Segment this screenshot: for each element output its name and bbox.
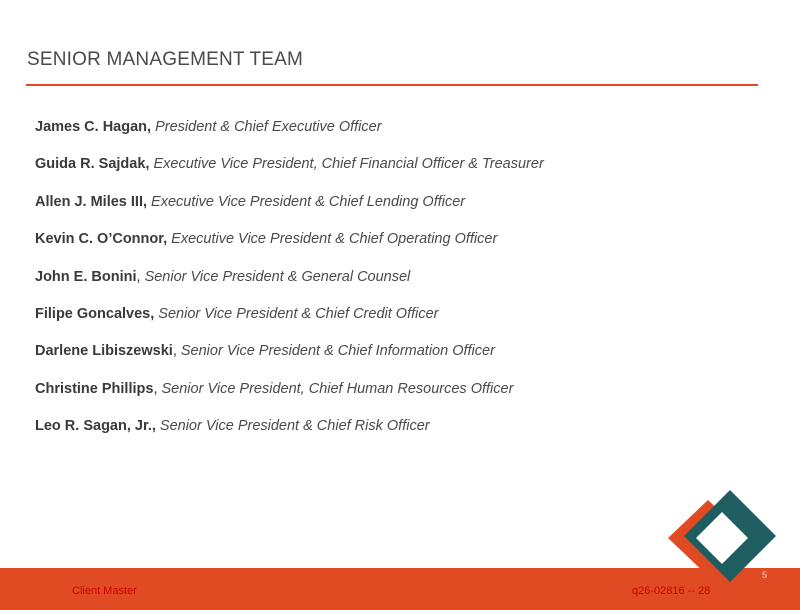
- member-name: Darlene Libiszewski: [35, 343, 173, 360]
- slide-title: SENIOR MANAGEMENT TEAM: [27, 49, 304, 70]
- page-number: 5: [762, 570, 768, 580]
- team-member: [35, 416, 544, 453]
- member-name: James C. Hagan,: [35, 119, 152, 135]
- member-separator: ,: [153, 380, 162, 397]
- team-list: [35, 117, 544, 454]
- team-member: [35, 267, 544, 304]
- member-name: Allen J. Miles III,: [35, 193, 148, 210]
- team-member: [35, 379, 544, 416]
- member-title: Senior Vice President & Chief Information Officer: [180, 343, 495, 360]
- member-title: Senior Vice President & Chief Risk Officer: [159, 418, 430, 435]
- team-member: [35, 304, 544, 341]
- member-title: Senior Vice President, Chief Human Resources Officer: [161, 380, 514, 397]
- team-member: [35, 341, 544, 378]
- footer-right-text: q26-02816 -- 28: [632, 585, 711, 597]
- member-separator: ,: [136, 268, 145, 285]
- member-name: Christine Phillips: [35, 380, 154, 397]
- team-member: [35, 154, 544, 191]
- team-member: [35, 229, 544, 266]
- member-name: Filipe Goncalves,: [35, 305, 155, 322]
- member-title: Senior Vice President & Chief Credit Officer: [158, 305, 439, 322]
- member-title: Senior Vice President & General Counsel: [144, 268, 411, 285]
- member-name: Kevin C. O’Connor,: [35, 231, 168, 248]
- team-member: [35, 117, 544, 154]
- member-title: Executive Vice President & Chief Operating Officer: [171, 231, 498, 248]
- member-name: Leo R. Sagan, Jr.,: [35, 418, 156, 435]
- member-name: John E. Bonini: [35, 268, 137, 285]
- member-separator: ,: [172, 343, 181, 360]
- member-title: President & Chief Executive Officer: [155, 119, 382, 135]
- member-name: Guida R. Sajdak,: [35, 156, 150, 173]
- member-title: Executive Vice President & Chief Lending Officer: [151, 193, 466, 210]
- footer-left-text: Client Master: [72, 585, 137, 597]
- member-title: Executive Vice President, Chief Financial Officer & Treasurer: [153, 156, 544, 173]
- title-divider: [26, 84, 758, 86]
- team-member: [35, 192, 544, 229]
